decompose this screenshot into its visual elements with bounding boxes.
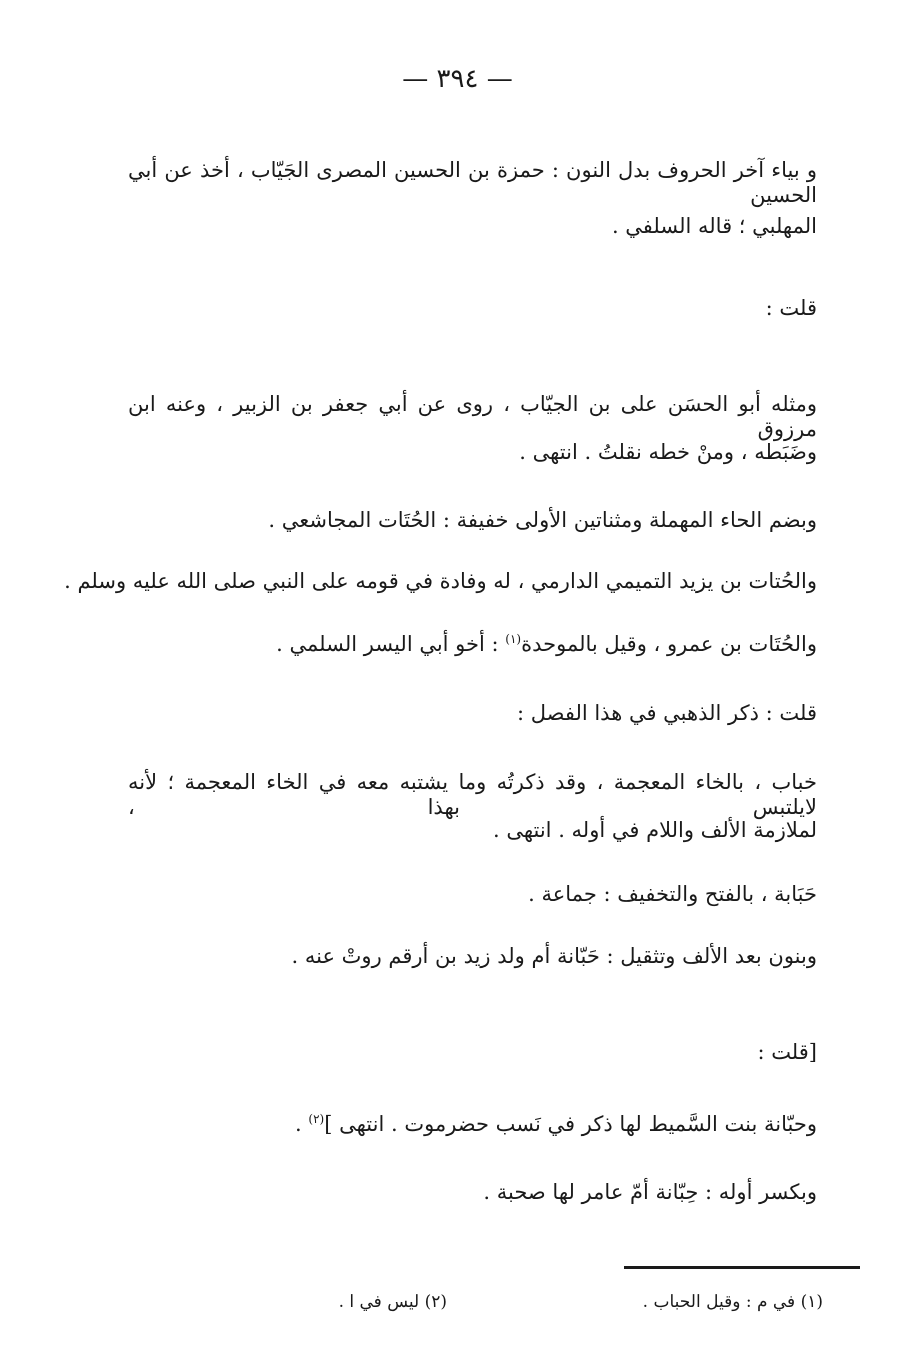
footnote-marker-2: (٢) — [308, 1112, 325, 1126]
text-line-16: وبكسر أوله : حِبّانة أمّ عامر لها صحبة . — [483, 1180, 817, 1204]
text-line-6: وبضم الحاء المهملة ومثناتين الأولى خفيفة : الحُتَات المجاشعي . — [268, 508, 817, 532]
text-line-15 — [295, 1112, 817, 1137]
text-line-11: لملازمة الألف واللام في أوله . انتهى . — [492, 818, 817, 842]
footnote-2: (٢) ليس في ا . — [338, 1292, 447, 1312]
text-line-8 — [276, 632, 817, 657]
text-line-14: [قلت : — [757, 1040, 817, 1064]
text-line-4: ومثله أبو الحسَن على بن الجيّاب ، روى عن أبي جعفر بن الزبير ، وعنه ابن مرزوق — [128, 392, 817, 442]
text-line-10: خباب ، بالخاء المعجمة ، وقد ذكرتُه وما يشتبه معه في الخاء المعجمة ؛ لأنه لايلتبس بهذا ، — [128, 770, 817, 820]
footnote-separator — [624, 1266, 860, 1269]
text-line-7: والحُتات بن يزيد التميمي الدارمي ، له وفادة في قومه على النبي صلى الله عليه وسلم . — [64, 569, 817, 593]
text-line-2: المهلبي ؛ قاله السلفي . — [611, 214, 817, 238]
text-line-3: قلت : — [765, 296, 817, 320]
text-line-15-main: وحبّانة بنت السَّميط لها ذكر في نَسب حضرموت . انتهى ] — [324, 1112, 817, 1136]
text-line-9: قلت : ذكر الذهبي في هذا الفصل : — [516, 701, 817, 725]
footnote-marker-1: (١) — [505, 632, 522, 646]
text-line-12: حَبَابة ، بالفتح والتخفيف : جماعة . — [528, 882, 817, 906]
text-line-15-tail: . — [295, 1112, 309, 1136]
text-line-13: وبنون بعد الألف وتثقيل : حَبّانة أم ولد زيد بن أرقم روتْ عنه . — [291, 944, 817, 968]
footnote-1: (١) في م : وقيل الحباب . — [642, 1292, 823, 1312]
text-line-8-tail: : أخو أبي اليسر السلمي . — [276, 632, 506, 656]
text-line-1: و بياء آخر الحروف بدل النون : حمزة بن الحسين المصرى الجَيّاب ، أخذ عن أبي الحسين — [128, 158, 817, 208]
text-line-5: وضَبَطه ، ومنْ خطه نقلتُ . انتهى . — [519, 440, 817, 464]
page-number: — ٣٩٤ — — [402, 64, 513, 94]
text-line-8-main: والحُتَات بن عمرو ، وقيل بالموحدة — [521, 632, 817, 656]
